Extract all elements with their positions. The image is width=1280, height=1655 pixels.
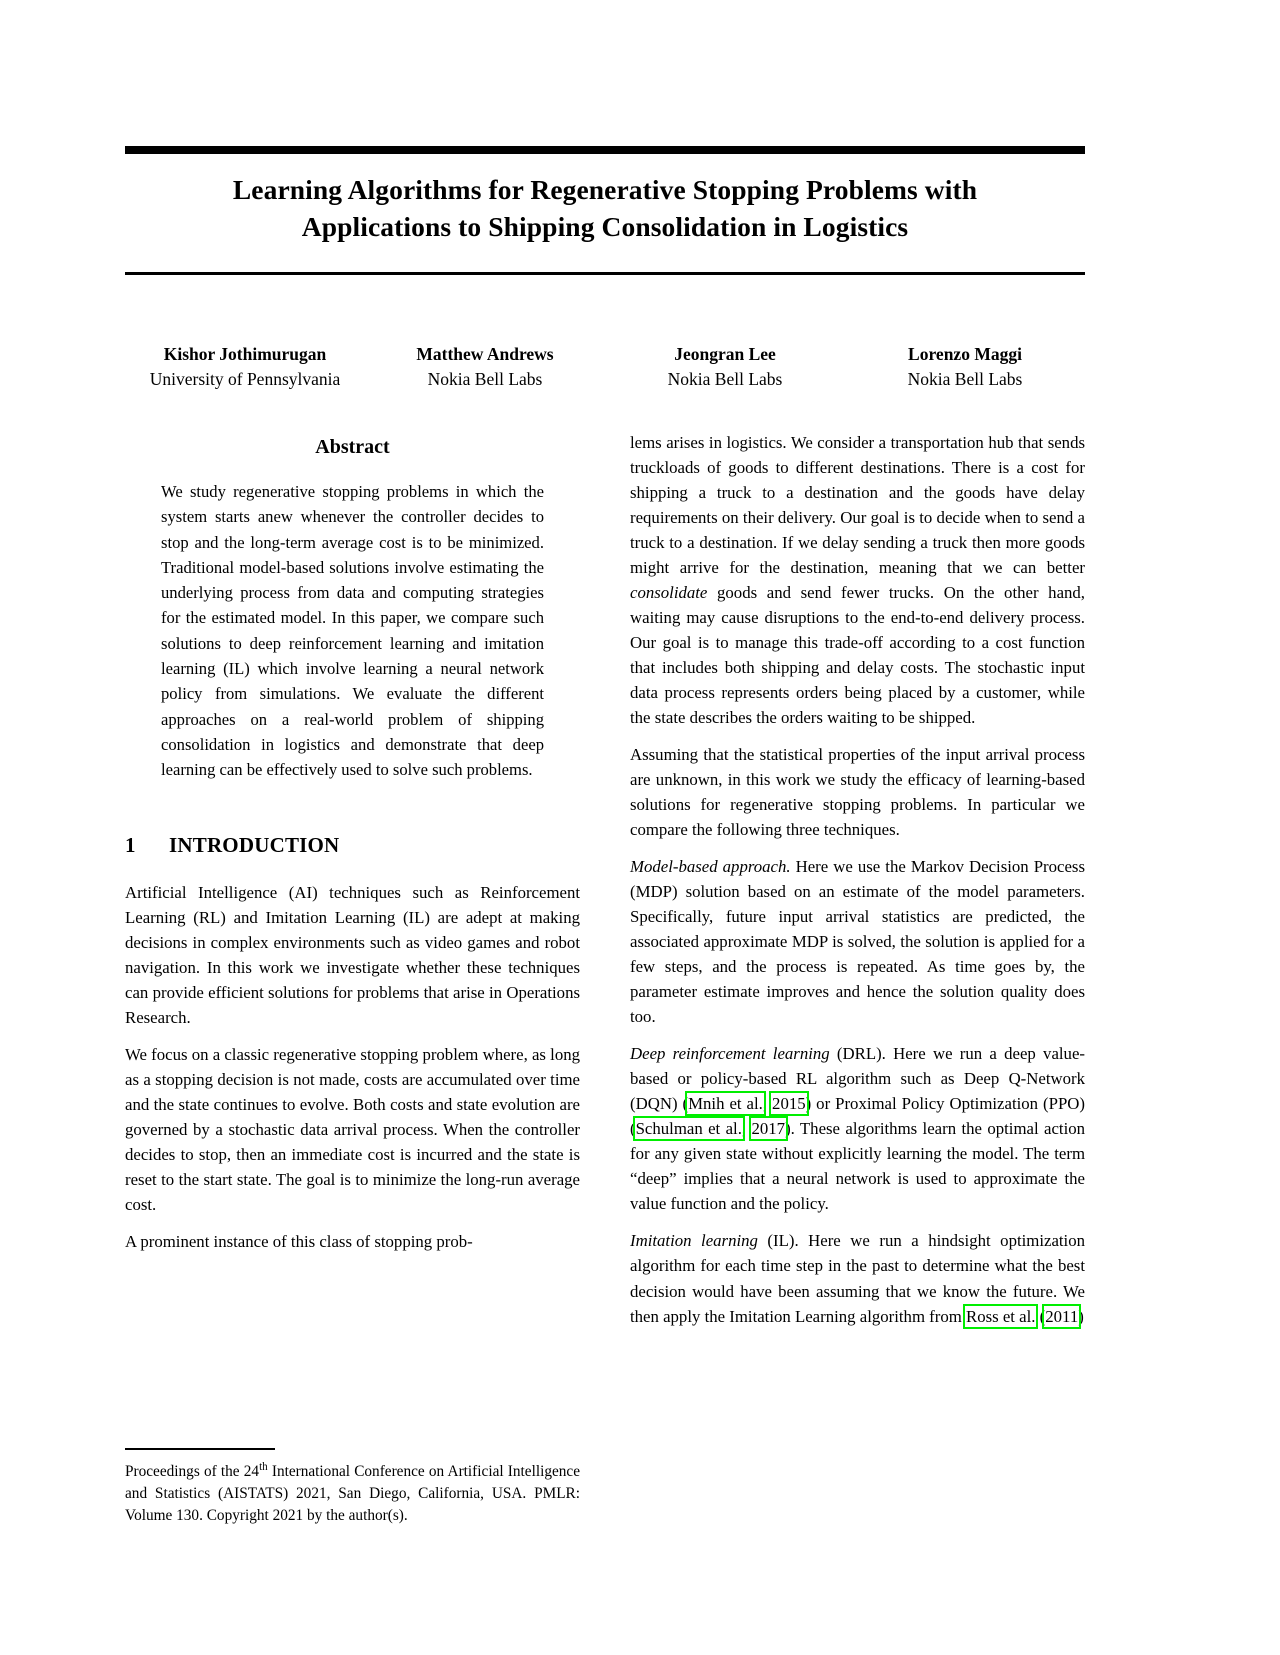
paragraph-part: ( <box>1035 1306 1046 1326</box>
paragraph-lead-in: Deep reinforcement learning <box>630 1044 830 1064</box>
title-rule-top <box>125 146 1085 154</box>
section-title: INTRODUCTION <box>169 832 340 857</box>
footnote-text <box>125 1461 580 1528</box>
paragraph-part: lems arises in logistics. We consider a transportation hub that sends truckloads of goods to different destinations. There is a cost for shipping a truck to a destination and the goods have delay requirements on their delivery. Our goal is to decide when to send a truck to a destination. If we delay sending a truck then more goods might arrive for the destination, meaning that we can better <box>630 433 1085 578</box>
paragraph-imitation-learning <box>630 1228 1085 1328</box>
citation-link-ross-year[interactable]: 2011 <box>1045 1306 1079 1326</box>
paragraph-part: ). These algorithms learn the optimal action for any given state without explicitly learning the model. The term “deep” implies that a neural network is used to approximate the value function and the policy. <box>630 1119 1086 1214</box>
two-column-body <box>125 430 1085 1530</box>
abstract-text: We study regenerative stopping problems in which the system starts anew whenever the controller decides to stop and the long-term average cost is to be minimized. Traditional model-based solutions involve estimating the underlying process from data and computing strategies for the estimated model. In this paper, we compare such solutions to deep reinforcement learning and imitation learning (IL) which involve learning a neural network policy from simulations. We evaluate the different approaches on a real-world problem of shipping consolidation in logistics and demonstrate that deep learning can be effectively used to solve such problems. <box>161 482 544 780</box>
author-name: Matthew Andrews <box>416 344 554 364</box>
paragraph-part: (DRL). Here we run a deep value-based or policy-based RL algorithm such as Deep Q-Network (DQN) ( <box>630 1044 1085 1114</box>
paragraph-part: goods and send fewer trucks. On the other hand, waiting may cause disruptions to the end-to-end delivery process. Our goal is to manage this trade-off according to a cost function that includes both shipping and delay costs. The stochastic input data process represents orders being placed by a customer, while the state describes the orders waiting to be shipped. <box>630 583 1085 728</box>
author-affiliation: University of Pennsylvania <box>149 369 341 390</box>
author-block-3 <box>605 342 845 393</box>
paragraph: Artificial Intelligence (AI) techniques such as Reinforcement Learning (RL) and Imitation Learning (IL) are adept at making decisions in complex environments such as video games and robot navigation. In this work we investigate whether these techniques can provide efficient solutions for problems that arise in Operations Research. <box>125 882 580 1027</box>
author-name: Jeongran Lee <box>674 344 776 364</box>
author-block-4 <box>845 342 1085 393</box>
footnote-divider <box>125 1448 275 1450</box>
footnote-part: Proceedings of the 24 <box>125 1462 260 1480</box>
paragraph: A prominent instance of this class of stopping prob- <box>125 1231 473 1251</box>
section-heading-introduction <box>125 833 580 858</box>
citation-link-ross[interactable]: Ross et al. <box>966 1306 1036 1326</box>
author-affiliation: Nokia Bell Labs <box>427 369 543 390</box>
title-rule-bottom <box>125 272 1085 275</box>
paragraph-part: ) <box>1078 1306 1084 1326</box>
title-line-1: Learning Algorithms for Regenerative Stopping Problems with <box>232 174 978 205</box>
author-affiliation: Nokia Bell Labs <box>667 369 783 390</box>
paragraph-lead-in: Imitation learning <box>630 1231 758 1251</box>
paragraph-model-based <box>630 854 1085 1029</box>
right-column <box>630 430 1085 1341</box>
author-block-1 <box>125 342 365 393</box>
title-line-2: Applications to Shipping Consolidation in Logistics <box>301 210 909 242</box>
ordinal-suffix: th <box>259 1460 268 1473</box>
paragraph: We focus on a classic regenerative stopping problem where, as long as a stopping decision is not made, costs are accumulated over time and the state continues to evolve. Both costs and state evolution are governed by a stochastic data arrival process. When the controller decides to stop, then an immediate cost is incurred and the state is reset to the start state. The goal is to minimize the long-run average cost. <box>125 1044 580 1214</box>
paragraph-part: Here we use the Markov Decision Process (MDP) solution based on an estimate of the model parameters. Specifically, future input arrival statistics are predicted, the associated approximate MDP is solved, the solution is applied for a few steps, and the process is repeated. As time goes by, the parameter estimate improves and hence the solution quality does too. <box>630 857 1085 1027</box>
abstract-heading: Abstract <box>315 436 390 458</box>
citation-link-schulman[interactable]: Schulman et al. <box>635 1119 742 1139</box>
citation-link-mnih-year[interactable]: 2015 <box>772 1094 806 1114</box>
paragraph: Assuming that the statistical properties of the input arrival process are unknown, in this work we study the efficacy of learning-based solutions for regenerative stopping problems. In particular we compare the following three techniques. <box>630 745 1085 840</box>
author-name: Lorenzo Maggi <box>908 344 1022 364</box>
paragraph-part: , <box>762 1094 773 1114</box>
citation-link-schulman-year[interactable]: 2017 <box>751 1119 786 1139</box>
citation-link-mnih[interactable]: Mnih et al. <box>688 1094 763 1114</box>
paragraph-part: , <box>741 1119 752 1139</box>
footnote-block <box>125 1448 580 1527</box>
paragraph-lead-in: Model-based approach. <box>630 857 791 877</box>
emphasis-consolidate: consolidate <box>630 583 708 603</box>
author-name: Kishor Jothimurugan <box>163 344 327 364</box>
footnote-part: International Conference on Artificial Intelligence and Statistics (AISTATS) 2021, San Diego, California, USA. PMLR: Volume 130. Copyright 2021 by the author(s). <box>125 1462 581 1524</box>
author-block-2 <box>365 342 605 393</box>
paragraph-part: (IL). Here we run a hindsight optimization algorithm for each time step in the past to determine what the best decision would have been assuming that we know the future. We then apply the Imitation Learning algorithm from <box>630 1231 1085 1326</box>
author-affiliation: Nokia Bell Labs <box>907 369 1023 390</box>
paragraph-part: ) or Proximal Policy Optimization (PPO) ( <box>630 1094 1085 1139</box>
author-list <box>125 342 1085 393</box>
paragraph <box>630 430 1085 730</box>
section-number: 1 <box>125 832 136 857</box>
left-column <box>125 430 580 1266</box>
page-title <box>125 172 1085 245</box>
paragraph-deep-rl <box>630 1041 1085 1216</box>
